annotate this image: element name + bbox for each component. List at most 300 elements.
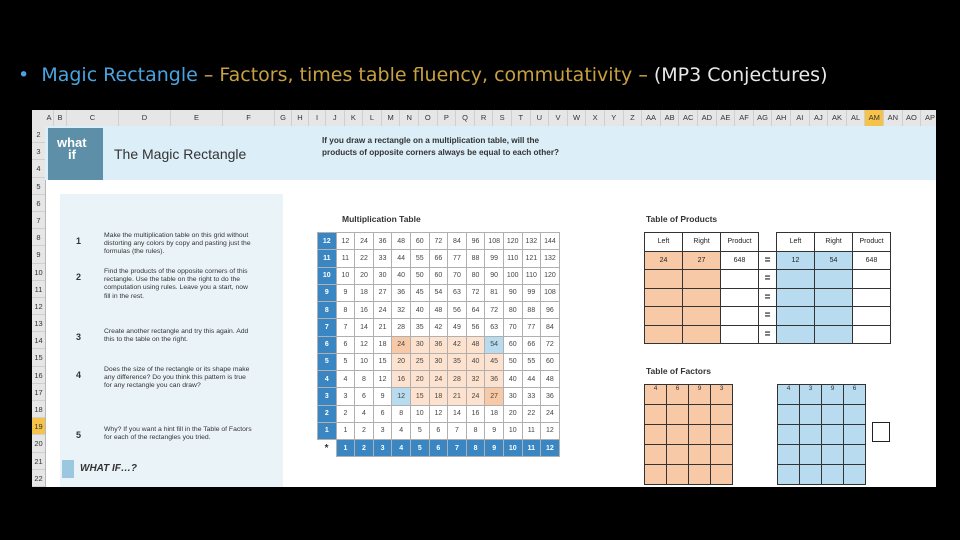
table-cell[interactable]: 108: [541, 284, 560, 301]
column-header-cell[interactable]: 7: [448, 440, 467, 457]
row-header-cell[interactable]: 6: [318, 336, 337, 353]
column-header[interactable]: AN: [884, 110, 903, 126]
factors-cell[interactable]: [822, 405, 844, 425]
table-cell[interactable]: 60: [503, 336, 522, 353]
table-cell[interactable]: 28: [392, 319, 411, 336]
products-cell[interactable]: [645, 325, 683, 344]
row-header[interactable]: 3: [32, 143, 45, 160]
factors-cell[interactable]: [822, 465, 844, 485]
row-header-cell[interactable]: 2: [318, 405, 337, 422]
table-cell[interactable]: 9: [485, 422, 504, 439]
factors-cell[interactable]: [645, 425, 667, 445]
column-header[interactable]: AD: [698, 110, 717, 126]
column-header-cell[interactable]: 1: [336, 440, 355, 457]
row-header[interactable]: 10: [32, 264, 45, 281]
products-header[interactable]: Product: [721, 233, 759, 252]
column-header[interactable]: Z: [624, 110, 643, 126]
column-header[interactable]: O: [419, 110, 438, 126]
factors-cell[interactable]: [645, 465, 667, 485]
table-cell[interactable]: 24: [466, 388, 485, 405]
table-cell[interactable]: 18: [355, 284, 374, 301]
table-cell[interactable]: 24: [392, 336, 411, 353]
factors-table-left[interactable]: [644, 384, 733, 485]
row-header[interactable]: 19: [32, 418, 45, 435]
table-cell[interactable]: 30: [503, 388, 522, 405]
table-cell[interactable]: 7: [336, 319, 355, 336]
table-cell[interactable]: 42: [448, 336, 467, 353]
products-cell[interactable]: [721, 270, 759, 289]
products-cell[interactable]: [683, 307, 721, 326]
table-cell[interactable]: 33: [522, 388, 541, 405]
spreadsheet[interactable]: [32, 110, 936, 487]
column-header-cell[interactable]: 11: [522, 440, 541, 457]
factors-cell[interactable]: [800, 405, 822, 425]
products-cell[interactable]: [777, 307, 815, 326]
column-header[interactable]: I: [309, 110, 326, 126]
table-cell[interactable]: 48: [466, 336, 485, 353]
table-cell[interactable]: 132: [522, 233, 541, 250]
table-cell[interactable]: 84: [541, 319, 560, 336]
column-header[interactable]: AK: [828, 110, 847, 126]
column-header[interactable]: A: [45, 110, 54, 126]
factors-cell[interactable]: [800, 465, 822, 485]
table-cell[interactable]: 15: [410, 388, 429, 405]
table-cell[interactable]: 45: [410, 284, 429, 301]
table-cell[interactable]: 40: [410, 302, 429, 319]
products-cell[interactable]: [721, 307, 759, 326]
column-header[interactable]: AE: [717, 110, 736, 126]
factors-cell[interactable]: [667, 465, 689, 485]
table-cell[interactable]: 49: [448, 319, 467, 336]
table-cell[interactable]: 40: [466, 353, 485, 370]
row-header-cell[interactable]: 4: [318, 371, 337, 388]
factors-cell[interactable]: 3: [800, 385, 822, 405]
table-cell[interactable]: 30: [373, 267, 392, 284]
table-cell[interactable]: 60: [541, 353, 560, 370]
column-header-cell[interactable]: 6: [429, 440, 448, 457]
row-header-cell[interactable]: 7: [318, 319, 337, 336]
table-cell[interactable]: 16: [466, 405, 485, 422]
products-cell[interactable]: [777, 270, 815, 289]
table-cell[interactable]: 5: [336, 353, 355, 370]
table-cell[interactable]: 90: [485, 267, 504, 284]
table-cell[interactable]: 50: [410, 267, 429, 284]
row-header[interactable]: 14: [32, 332, 45, 349]
column-header[interactable]: N: [400, 110, 419, 126]
table-cell[interactable]: 36: [541, 388, 560, 405]
table-cell[interactable]: 12: [392, 388, 411, 405]
products-cell[interactable]: 24: [645, 251, 683, 270]
products-cell[interactable]: [645, 288, 683, 307]
table-cell[interactable]: 63: [485, 319, 504, 336]
table-cell[interactable]: 20: [355, 267, 374, 284]
column-header[interactable]: K: [345, 110, 364, 126]
row-header[interactable]: 20: [32, 435, 45, 452]
table-cell[interactable]: 36: [485, 371, 504, 388]
table-cell[interactable]: 12: [541, 422, 560, 439]
row-header[interactable]: 18: [32, 401, 45, 418]
factors-cell[interactable]: [711, 425, 733, 445]
table-cell[interactable]: 108: [485, 233, 504, 250]
table-cell[interactable]: 56: [466, 319, 485, 336]
table-cell[interactable]: 120: [541, 267, 560, 284]
row-header-cell[interactable]: 3: [318, 388, 337, 405]
factors-cell[interactable]: 3: [711, 385, 733, 405]
table-cell[interactable]: 10: [336, 267, 355, 284]
table-cell[interactable]: 100: [503, 267, 522, 284]
column-header[interactable]: AB: [661, 110, 680, 126]
products-cell[interactable]: [645, 270, 683, 289]
table-cell[interactable]: 33: [373, 250, 392, 267]
table-cell[interactable]: 4: [336, 371, 355, 388]
table-cell[interactable]: 18: [373, 336, 392, 353]
column-header[interactable]: AF: [735, 110, 754, 126]
products-header[interactable]: Right: [683, 233, 721, 252]
table-cell[interactable]: 144: [541, 233, 560, 250]
products-cell[interactable]: [853, 288, 891, 307]
column-header[interactable]: D: [119, 110, 171, 126]
table-cell[interactable]: 84: [448, 233, 467, 250]
products-cell[interactable]: [815, 288, 853, 307]
table-cell[interactable]: 60: [410, 233, 429, 250]
multiplication-table[interactable]: [317, 232, 560, 457]
table-cell[interactable]: 11: [522, 422, 541, 439]
table-cell[interactable]: 63: [448, 284, 467, 301]
table-cell[interactable]: 48: [541, 371, 560, 388]
column-header[interactable]: U: [531, 110, 550, 126]
table-cell[interactable]: 48: [392, 233, 411, 250]
column-header[interactable]: AM: [865, 110, 884, 126]
table-cell[interactable]: 36: [392, 284, 411, 301]
row-header-cell[interactable]: 10: [318, 267, 337, 284]
table-cell[interactable]: 96: [541, 302, 560, 319]
table-cell[interactable]: 10: [355, 353, 374, 370]
table-cell[interactable]: 15: [373, 353, 392, 370]
table-cell[interactable]: 16: [355, 302, 374, 319]
table-cell[interactable]: 25: [410, 353, 429, 370]
table-cell[interactable]: 22: [522, 405, 541, 422]
column-header[interactable]: AA: [642, 110, 661, 126]
table-cell[interactable]: 80: [503, 302, 522, 319]
column-header[interactable]: AI: [791, 110, 810, 126]
table-cell[interactable]: 88: [522, 302, 541, 319]
row-header-cell[interactable]: 8: [318, 302, 337, 319]
factors-cell[interactable]: [689, 405, 711, 425]
factors-cell[interactable]: [711, 405, 733, 425]
factors-cell[interactable]: [778, 465, 800, 485]
table-cell[interactable]: 5: [410, 422, 429, 439]
column-header[interactable]: X: [586, 110, 605, 126]
row-header[interactable]: 21: [32, 453, 45, 470]
table-cell[interactable]: 1: [336, 422, 355, 439]
table-cell[interactable]: 27: [373, 284, 392, 301]
table-cell[interactable]: 14: [448, 405, 467, 422]
factors-cell[interactable]: [645, 445, 667, 465]
row-header-cell[interactable]: 5: [318, 353, 337, 370]
row-header-cell[interactable]: 12: [318, 233, 337, 250]
factors-cell[interactable]: 9: [689, 385, 711, 405]
factors-cell[interactable]: [645, 405, 667, 425]
table-cell[interactable]: 14: [355, 319, 374, 336]
table-cell[interactable]: 2: [336, 405, 355, 422]
table-cell[interactable]: 88: [466, 250, 485, 267]
table-cell[interactable]: 20: [392, 353, 411, 370]
table-cell[interactable]: 10: [410, 405, 429, 422]
products-cell[interactable]: [683, 270, 721, 289]
row-header[interactable]: 5: [32, 178, 45, 195]
table-cell[interactable]: 22: [355, 250, 374, 267]
table-cell[interactable]: 36: [429, 336, 448, 353]
products-cell[interactable]: [645, 307, 683, 326]
table-cell[interactable]: 32: [466, 371, 485, 388]
table-cell[interactable]: 132: [541, 250, 560, 267]
table-cell[interactable]: 3: [336, 388, 355, 405]
table-cell[interactable]: 77: [448, 250, 467, 267]
table-cell[interactable]: 20: [503, 405, 522, 422]
table-cell[interactable]: 8: [355, 371, 374, 388]
products-cell[interactable]: [777, 288, 815, 307]
table-cell[interactable]: 24: [355, 233, 374, 250]
factors-cell[interactable]: [844, 425, 866, 445]
table-cell[interactable]: 44: [522, 371, 541, 388]
table-cell[interactable]: 18: [429, 388, 448, 405]
table-cell[interactable]: 8: [392, 405, 411, 422]
table-cell[interactable]: 54: [485, 336, 504, 353]
table-cell[interactable]: 7: [448, 422, 467, 439]
table-cell[interactable]: 110: [503, 250, 522, 267]
table-cell[interactable]: 45: [485, 353, 504, 370]
column-header[interactable]: R: [475, 110, 494, 126]
table-cell[interactable]: 35: [410, 319, 429, 336]
factors-cell[interactable]: [778, 405, 800, 425]
products-cell[interactable]: [683, 325, 721, 344]
table-cell[interactable]: 6: [373, 405, 392, 422]
table-cell[interactable]: 18: [485, 405, 504, 422]
table-cell[interactable]: 120: [503, 233, 522, 250]
selected-cell-box[interactable]: [872, 422, 890, 442]
column-header[interactable]: Q: [456, 110, 475, 126]
factors-cell[interactable]: [778, 425, 800, 445]
table-cell[interactable]: 4: [392, 422, 411, 439]
row-header[interactable]: 11: [32, 281, 45, 298]
column-header-cell[interactable]: 3: [373, 440, 392, 457]
column-header[interactable]: AC: [679, 110, 698, 126]
table-cell[interactable]: 44: [392, 250, 411, 267]
column-header-cell[interactable]: 10: [503, 440, 522, 457]
table-cell[interactable]: 8: [336, 302, 355, 319]
table-cell[interactable]: 40: [392, 267, 411, 284]
row-header[interactable]: 2: [32, 126, 45, 143]
table-cell[interactable]: 16: [392, 371, 411, 388]
factors-cell[interactable]: [844, 405, 866, 425]
factors-cell[interactable]: [844, 445, 866, 465]
column-header[interactable]: M: [382, 110, 401, 126]
table-cell[interactable]: 77: [522, 319, 541, 336]
column-header[interactable]: P: [438, 110, 457, 126]
table-cell[interactable]: 121: [522, 250, 541, 267]
column-header[interactable]: E: [171, 110, 223, 126]
products-cell[interactable]: [815, 307, 853, 326]
spacer[interactable]: [759, 233, 777, 252]
column-header[interactable]: J: [326, 110, 345, 126]
products-cell[interactable]: [777, 325, 815, 344]
row-header[interactable]: 16: [32, 367, 45, 384]
column-header-cell[interactable]: 8: [466, 440, 485, 457]
table-cell[interactable]: 66: [522, 336, 541, 353]
column-header[interactable]: Y: [605, 110, 624, 126]
factors-cell[interactable]: [689, 465, 711, 485]
factors-table-right[interactable]: [777, 384, 866, 485]
table-cell[interactable]: 96: [466, 233, 485, 250]
column-header-cell[interactable]: 12: [541, 440, 560, 457]
factors-cell[interactable]: [844, 465, 866, 485]
table-cell[interactable]: 55: [410, 250, 429, 267]
factors-cell[interactable]: [822, 445, 844, 465]
table-cell[interactable]: 66: [429, 250, 448, 267]
table-cell[interactable]: 72: [541, 336, 560, 353]
column-header-cell[interactable]: 5: [410, 440, 429, 457]
products-cell[interactable]: 648: [721, 251, 759, 270]
table-cell[interactable]: 12: [355, 336, 374, 353]
table-cell[interactable]: 12: [373, 371, 392, 388]
table-cell[interactable]: 54: [429, 284, 448, 301]
row-header-cell[interactable]: 1: [318, 422, 337, 439]
table-cell[interactable]: 55: [522, 353, 541, 370]
products-cell[interactable]: 27: [683, 251, 721, 270]
table-cell[interactable]: 48: [429, 302, 448, 319]
products-cell[interactable]: [853, 270, 891, 289]
table-cell[interactable]: 2: [355, 422, 374, 439]
products-table[interactable]: [644, 232, 891, 344]
table-cell[interactable]: 72: [466, 284, 485, 301]
table-cell[interactable]: 99: [485, 250, 504, 267]
table-cell[interactable]: 12: [429, 405, 448, 422]
row-header[interactable]: 13: [32, 315, 45, 332]
row-header[interactable]: 7: [32, 212, 45, 229]
row-header[interactable]: 6: [32, 195, 45, 212]
factors-cell[interactable]: [667, 405, 689, 425]
factors-cell[interactable]: [778, 445, 800, 465]
products-header[interactable]: Left: [777, 233, 815, 252]
table-cell[interactable]: 70: [503, 319, 522, 336]
factors-cell[interactable]: [689, 445, 711, 465]
products-cell[interactable]: [815, 325, 853, 344]
factors-cell[interactable]: 6: [844, 385, 866, 405]
table-cell[interactable]: 10: [503, 422, 522, 439]
row-header[interactable]: 17: [32, 384, 45, 401]
factors-cell[interactable]: [800, 445, 822, 465]
factors-cell[interactable]: 4: [645, 385, 667, 405]
table-cell[interactable]: 9: [336, 284, 355, 301]
table-cell[interactable]: 90: [503, 284, 522, 301]
table-cell[interactable]: 36: [373, 233, 392, 250]
column-header[interactable]: AJ: [810, 110, 829, 126]
row-header[interactable]: 12: [32, 298, 45, 315]
table-cell[interactable]: 6: [336, 336, 355, 353]
table-cell[interactable]: 70: [448, 267, 467, 284]
column-header[interactable]: AP: [921, 110, 936, 126]
products-cell[interactable]: [721, 288, 759, 307]
column-header-cell[interactable]: 2: [355, 440, 374, 457]
products-header[interactable]: Left: [645, 233, 683, 252]
table-cell[interactable]: 12: [336, 233, 355, 250]
table-cell[interactable]: 24: [541, 405, 560, 422]
table-cell[interactable]: 4: [355, 405, 374, 422]
column-header[interactable]: AO: [903, 110, 922, 126]
products-cell[interactable]: [683, 288, 721, 307]
table-cell[interactable]: 24: [429, 371, 448, 388]
table-cell[interactable]: 32: [392, 302, 411, 319]
row-header[interactable]: 15: [32, 349, 45, 366]
table-cell[interactable]: 35: [448, 353, 467, 370]
table-cell[interactable]: 3: [373, 422, 392, 439]
factors-cell[interactable]: [711, 465, 733, 485]
table-cell[interactable]: 42: [429, 319, 448, 336]
table-cell[interactable]: 8: [466, 422, 485, 439]
table-cell[interactable]: 20: [410, 371, 429, 388]
factors-cell[interactable]: [711, 445, 733, 465]
table-cell[interactable]: 30: [429, 353, 448, 370]
column-header[interactable]: AG: [754, 110, 773, 126]
table-cell[interactable]: 6: [429, 422, 448, 439]
table-cell[interactable]: 99: [522, 284, 541, 301]
table-cell[interactable]: 60: [429, 267, 448, 284]
column-header[interactable]: AH: [772, 110, 791, 126]
table-cell[interactable]: 72: [429, 233, 448, 250]
products-cell[interactable]: 648: [853, 251, 891, 270]
table-cell[interactable]: 11: [336, 250, 355, 267]
column-header[interactable]: G: [275, 110, 292, 126]
column-header[interactable]: H: [292, 110, 309, 126]
column-header[interactable]: W: [568, 110, 587, 126]
column-header[interactable]: F: [223, 110, 275, 126]
table-cell[interactable]: 21: [448, 388, 467, 405]
factors-cell[interactable]: 9: [822, 385, 844, 405]
products-cell[interactable]: [815, 270, 853, 289]
column-header[interactable]: C: [67, 110, 119, 126]
table-cell[interactable]: 9: [373, 388, 392, 405]
table-cell[interactable]: 64: [466, 302, 485, 319]
row-header[interactable]: 9: [32, 246, 45, 263]
factors-cell[interactable]: [822, 425, 844, 445]
table-cell[interactable]: 56: [448, 302, 467, 319]
table-cell[interactable]: 24: [373, 302, 392, 319]
products-cell[interactable]: [853, 325, 891, 344]
row-header[interactable]: 8: [32, 229, 45, 246]
table-cell[interactable]: 72: [485, 302, 504, 319]
column-header[interactable]: L: [363, 110, 382, 126]
row-header[interactable]: 4: [32, 160, 45, 177]
products-cell[interactable]: 12: [777, 251, 815, 270]
factors-cell[interactable]: [667, 445, 689, 465]
factors-cell[interactable]: [689, 425, 711, 445]
factors-cell[interactable]: 4: [778, 385, 800, 405]
column-header-cell[interactable]: 4: [392, 440, 411, 457]
row-header[interactable]: 22: [32, 470, 45, 487]
column-header[interactable]: V: [549, 110, 568, 126]
row-header-cell[interactable]: 11: [318, 250, 337, 267]
table-cell[interactable]: 28: [448, 371, 467, 388]
table-cell[interactable]: 80: [466, 267, 485, 284]
factors-cell[interactable]: [800, 425, 822, 445]
table-cell[interactable]: 110: [522, 267, 541, 284]
column-header-cell[interactable]: 9: [485, 440, 504, 457]
column-header[interactable]: S: [493, 110, 512, 126]
table-cell[interactable]: 21: [373, 319, 392, 336]
table-cell[interactable]: 27: [485, 388, 504, 405]
table-cell[interactable]: 40: [503, 371, 522, 388]
factors-cell[interactable]: 6: [667, 385, 689, 405]
